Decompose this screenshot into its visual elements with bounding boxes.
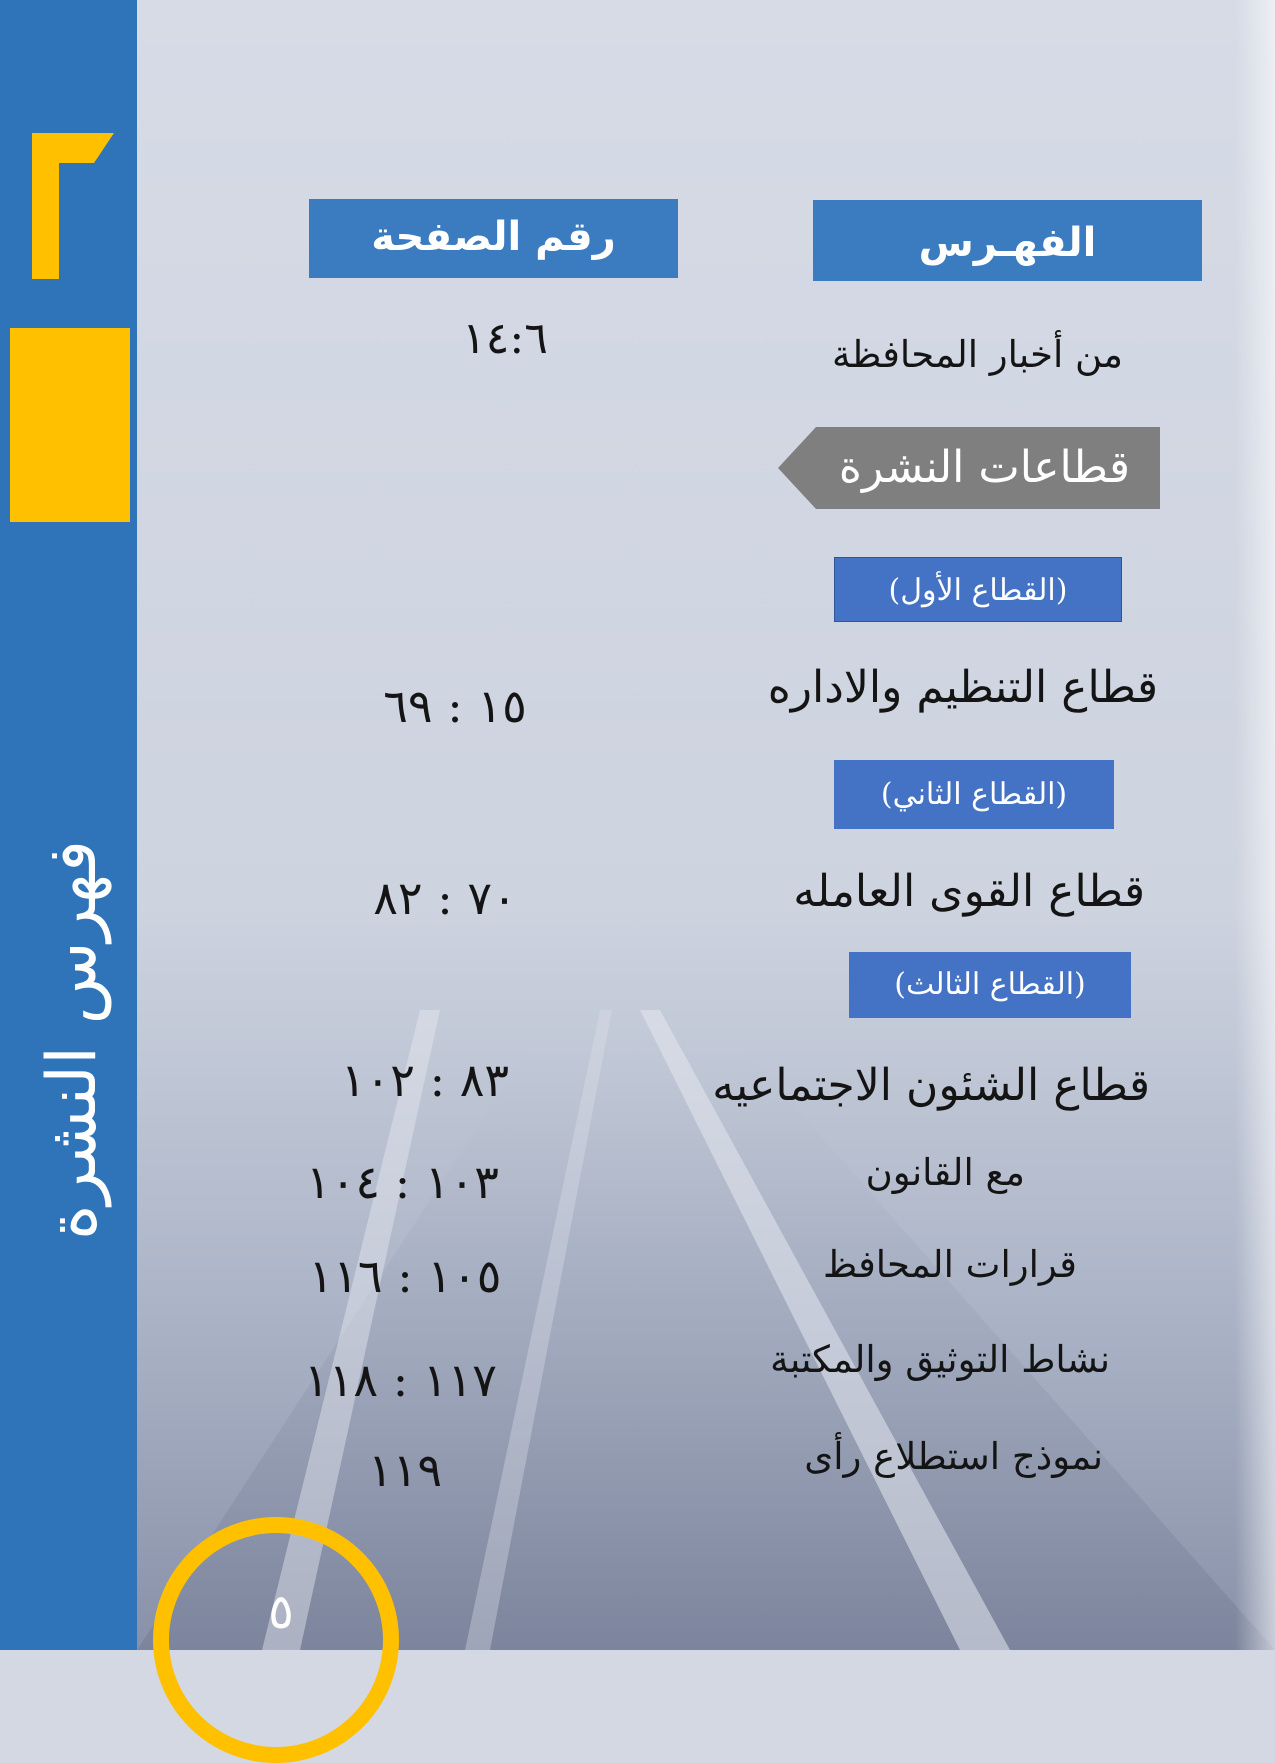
toc-entry-organization-admin: قطاع التنظيم والاداره xyxy=(767,662,1158,713)
toc-entry-with-the-law: مع القانون xyxy=(865,1151,1025,1194)
toc-entry-documentation-library: نشاط التوثيق والمكتبة xyxy=(770,1338,1110,1381)
sector-3-label: (القطاع الثالث) xyxy=(849,952,1131,1018)
toc-pages-survey-form: ١١٩ xyxy=(367,1443,443,1497)
index-header: الفهـرس xyxy=(813,200,1202,281)
toc-entry-survey-form: نموذج استطلاع رأى xyxy=(804,1435,1103,1478)
page-number-header: رقم الصفحة xyxy=(309,199,678,278)
sector-2-label: (القطاع الثاني) xyxy=(834,760,1114,829)
toc-pages-governorate-news: ١٤:٦ xyxy=(462,313,548,364)
toc-pages-with-the-law: ١٠٣ : ١٠٤ xyxy=(306,1155,499,1209)
toc-entry-social-affairs: قطاع الشئون الاجتماعيه xyxy=(712,1060,1150,1111)
corner-bracket-icon xyxy=(32,133,114,279)
accent-block xyxy=(10,328,130,522)
page-number: ٥ xyxy=(268,1584,294,1640)
toc-pages-documentation-library: ١١٧ : ١١٨ xyxy=(304,1353,497,1407)
toc-pages-organization-admin: ١٥ : ٦٩ xyxy=(383,679,527,733)
sector-1-label: (القطاع الأول) xyxy=(834,557,1122,622)
toc-entry-workforce: قطاع القوى العامله xyxy=(793,866,1145,917)
toc-pages-workforce: ٧٠ : ٨٢ xyxy=(373,871,517,925)
toc-entry-governorate-news: من أخبار المحافظة xyxy=(832,333,1123,376)
toc-pages-social-affairs: ٨٣ : ١٠٢ xyxy=(340,1053,510,1107)
sidebar-title: فهرس النشرة xyxy=(33,840,112,1240)
sectors-banner-label: قطاعات النشرة xyxy=(838,442,1130,493)
toc-entry-governor-decisions: قرارات المحافظ xyxy=(822,1243,1077,1286)
toc-pages-governor-decisions: ١٠٥ : ١١٦ xyxy=(308,1249,502,1303)
